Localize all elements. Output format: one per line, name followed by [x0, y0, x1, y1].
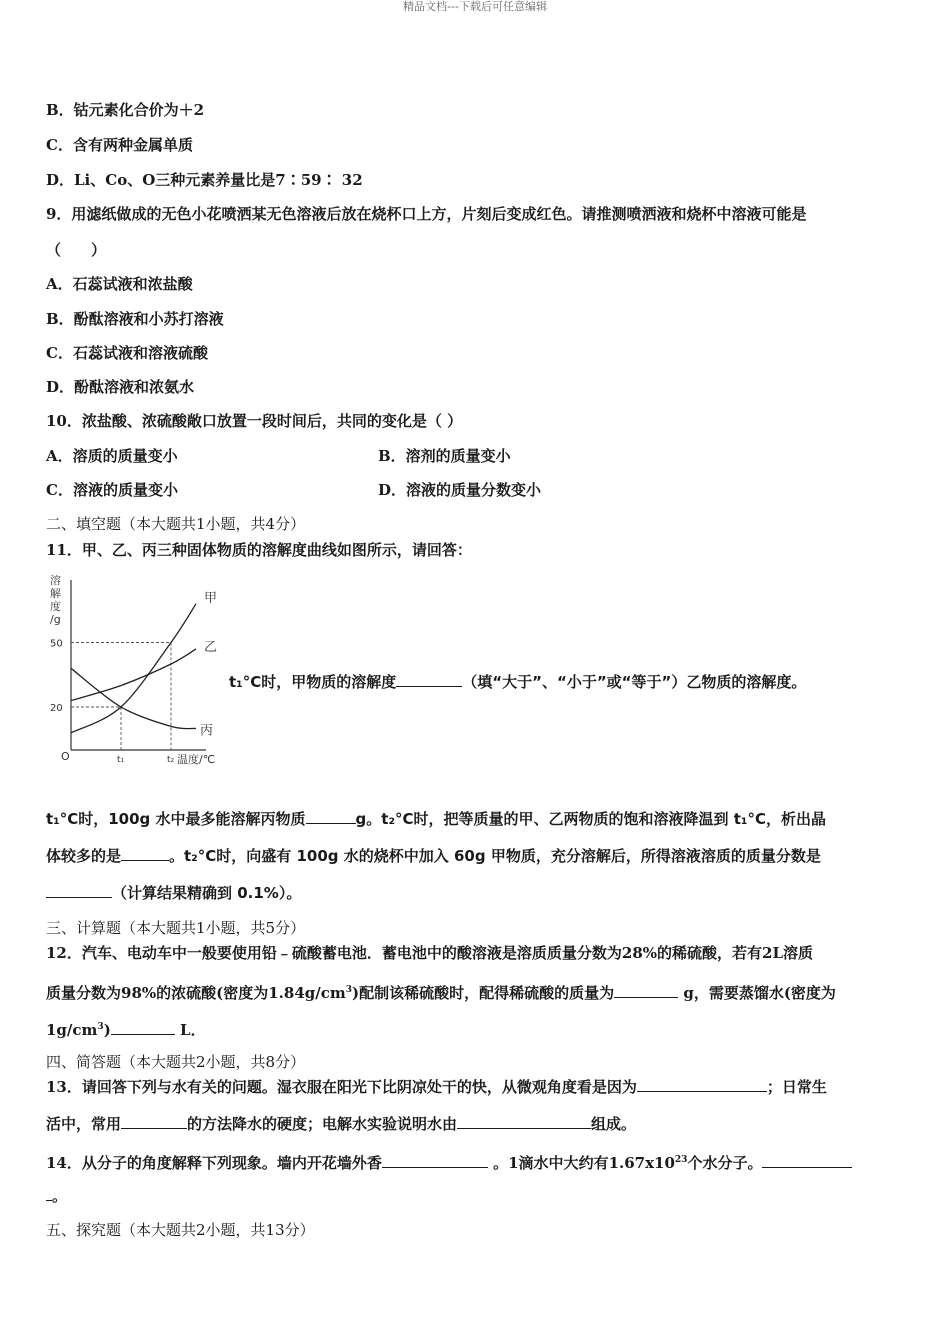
- superscript: 3: [345, 985, 352, 995]
- q13-text-a: 13．请回答下列与水有关的问题。湿衣服在阳光下比阴凉处干的快，从微观角度看是因为: [46, 1078, 637, 1096]
- q12-text-f: L．: [180, 1021, 206, 1039]
- question-11-part-3: [46, 846, 821, 866]
- answer-blank[interactable]: [614, 983, 678, 998]
- option-d-q9: D．酚酞溶液和浓氨水: [46, 378, 195, 396]
- superscript: 3: [97, 1022, 104, 1032]
- option-c-q9: C．石蕊试液和溶液硫酸: [46, 344, 208, 362]
- q14-text-c: 个水分子。: [687, 1154, 763, 1172]
- q14-text-d: 。: [52, 1187, 68, 1205]
- y-axis-label: 溶: [50, 574, 61, 587]
- option-c-q8: C．含有两种金属单质: [46, 136, 193, 154]
- answer-blank[interactable]: [457, 1114, 591, 1129]
- question-14-line-2: [46, 1186, 67, 1206]
- option-a-q10: A．溶质的质量变小: [46, 447, 178, 465]
- q11c-text-1: 体较多的是: [46, 847, 122, 865]
- x-tick-label: t₂: [167, 755, 175, 765]
- question-13-line-2: [46, 1114, 636, 1134]
- q11b-text-1: t₁°C时，100g 水中最多能溶解丙物质: [46, 810, 306, 828]
- question-9-paren: （ ）: [46, 241, 107, 259]
- q12-text-d: 1g/cm: [46, 1021, 98, 1039]
- q14-text-a: 14．从分子的角度解释下列现象。墙内开花墙外香: [46, 1154, 382, 1172]
- option-b-q9: B．酚酞溶液和小苏打溶液: [46, 310, 224, 328]
- series-line-3: [71, 668, 196, 728]
- q13-text-e: 组成。: [591, 1115, 637, 1133]
- answer-blank[interactable]: [382, 1153, 488, 1168]
- question-11-part-2: [46, 809, 826, 829]
- series-label-2: 乙: [204, 639, 218, 655]
- answer-blank[interactable]: [121, 1114, 187, 1129]
- q12-text-c: g，需要蒸馏水(密度为: [683, 984, 836, 1002]
- q12-text-e: ): [103, 1021, 111, 1039]
- answer-blank[interactable]: [306, 809, 356, 824]
- q11b-text-2: g。t₂°C时，把等质量的甲、乙两物质的饱和溶液降温到 t₁°C，析出晶: [355, 810, 826, 828]
- q11c-text-2: 。t₂°C时，向盛有 100g 水的烧杯中加入 60g 甲物质，充分溶解后，所得溶液溶质的质量分数是: [169, 847, 821, 865]
- question-14-line-1: [46, 1150, 852, 1173]
- series-label-3: 丙: [200, 723, 214, 739]
- option-a-q9: A．石蕊试液和浓盐酸: [46, 275, 193, 293]
- series-label-1: 甲: [204, 590, 218, 606]
- section-2-heading: 二、填空题（本大题共1小题，共4分）: [46, 515, 306, 533]
- answer-blank[interactable]: [396, 672, 462, 687]
- question-12-line-1: 12．汽车、电动车中一般要使用铅﹣硫酸蓄电池．蓄电池中的酸溶液是溶质质量分数为28%的稀硫酸，若有2L溶质: [46, 944, 813, 962]
- q13-text-d: 的方法降水的硬度；电解水实验说明水由: [187, 1115, 458, 1133]
- y-tick-label: 50: [50, 638, 63, 650]
- q11d-text: （计算结果精确到 0.1%）。: [112, 884, 302, 902]
- answer-blank[interactable]: [111, 1020, 175, 1035]
- solubility-chart: [44, 572, 229, 772]
- option-c-q10: C．溶液的质量变小: [46, 481, 178, 499]
- answer-blank[interactable]: [46, 883, 112, 898]
- answer-blank[interactable]: [121, 846, 169, 861]
- option-d-q10: D．溶液的质量分数变小: [378, 481, 542, 499]
- answer-blank[interactable]: [762, 1153, 852, 1168]
- y-axis-label: 解: [50, 587, 61, 600]
- page-header: 精品文档---下载后可任意编辑: [403, 0, 547, 13]
- question-11-part-1: [229, 672, 806, 692]
- q12-text-a: 质量分数为98%的浓硫酸(密度为1.84g/cm: [46, 984, 346, 1002]
- question-12-line-2: [46, 980, 836, 1003]
- q11a-text-pre: t₁°C时，甲物质的溶解度: [229, 673, 397, 691]
- option-d-q8: D．Li、Co、O三种元素养量比是7∶59∶ 32: [46, 171, 363, 189]
- question-11: 11．甲、乙、丙三种固体物质的溶解度曲线如图所示，请回答：: [46, 541, 472, 559]
- question-13-line-1: [46, 1077, 827, 1097]
- question-12-line-3: [46, 1017, 206, 1040]
- question-11-part-4: [46, 883, 301, 903]
- q13-text-b: ；日常生: [766, 1078, 827, 1096]
- section-5-heading: 五、探究题（本大题共2小题，共13分）: [46, 1221, 315, 1239]
- question-9: 9．用滤纸做成的无色小花喷洒某无色溶液后放在烧杯口上方，片刻后变成红色。请推测喷洒液和烧杯中溶液可能是: [46, 205, 807, 223]
- superscript: 23: [674, 1155, 688, 1165]
- q14-text-b: 。1滴水中大约有1.67x10: [493, 1154, 675, 1172]
- section-3-heading: 三、计算题（本大题共1小题，共5分）: [46, 919, 306, 937]
- origin-label: O: [61, 750, 70, 763]
- option-b-q8: B．钴元素化合价为＋2: [46, 101, 205, 119]
- y-tick-label: 20: [50, 703, 63, 714]
- q12-text-b: )配制该稀硫酸时，配得稀硫酸的质量为: [352, 984, 615, 1002]
- y-axis-label: 度: [50, 600, 61, 613]
- q13-text-c: 活中，常用: [46, 1115, 122, 1133]
- option-b-q10: B．溶剂的质量变小: [378, 447, 511, 465]
- x-axis-label: 温度/℃: [177, 753, 216, 766]
- y-axis-label: /g: [50, 613, 61, 626]
- q11a-text-post: （填“大于”、“小于”或“等于”）乙物质的溶解度。: [462, 673, 807, 691]
- section-4-heading: 四、简答题（本大题共2小题，共8分）: [46, 1053, 306, 1071]
- question-10: 10．浓盐酸、浓硫酸敞口放置一段时间后，共同的变化是（ ）: [46, 412, 463, 430]
- x-tick-label: t₁: [117, 755, 125, 765]
- answer-blank[interactable]: [637, 1077, 767, 1092]
